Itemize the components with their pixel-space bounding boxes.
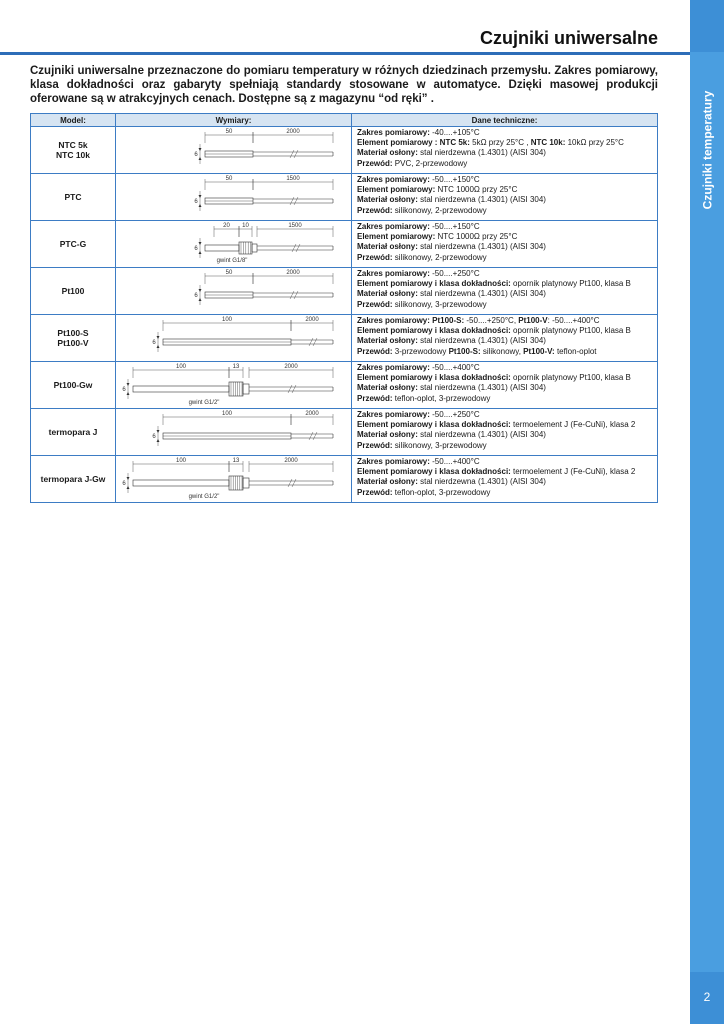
spec-value: -40....+105°C — [429, 128, 480, 137]
model-name: PTC — [64, 192, 82, 202]
model-name: PTC-G — [59, 239, 87, 249]
table-header-row — [31, 114, 658, 127]
break-mark — [292, 244, 296, 252]
spec-key: Zakres pomiarowy: — [357, 269, 430, 278]
spec-key: Przewód: — [357, 487, 393, 497]
probe-sheath — [133, 386, 229, 392]
model-name: Pt100-S — [57, 328, 89, 338]
spec-line — [357, 467, 652, 477]
diameter-label: 6 — [152, 434, 156, 440]
spec-key: Zakres pomiarowy: — [357, 175, 430, 184]
spec-value: silikonowy, 3-przewodowy — [392, 440, 487, 450]
diameter-arrow — [199, 298, 202, 301]
thread-length-dimension-label: 13 — [232, 458, 240, 464]
model-name: termopara J — [48, 427, 98, 437]
spec-line — [357, 279, 652, 289]
thread-length-dimension-label: 10 — [242, 223, 249, 229]
diameter-arrow — [157, 345, 160, 348]
spec-value: silikonowy, 2-przewodowy — [392, 205, 487, 215]
cable-length-dimension-label: 2000 — [305, 317, 319, 323]
diameter-arrow — [127, 383, 130, 386]
spec-key: Zakres pomiarowy: — [357, 410, 430, 419]
spec-line — [357, 394, 652, 404]
spec-value: -50....+400°C — [429, 457, 480, 466]
spec-value: -50....+400°C — [429, 363, 480, 372]
model-name: NTC 5k — [58, 140, 88, 150]
cable-length-dimension-label: 1500 — [286, 176, 300, 182]
technical-data-cell — [352, 268, 658, 315]
spec-value: NTC 1000Ω przy 25°C — [435, 232, 518, 242]
break-mark — [294, 150, 298, 158]
hex-nut — [243, 478, 249, 488]
probe-length-dimension-label: 50 — [225, 270, 233, 276]
break-mark — [309, 338, 313, 346]
break-mark — [288, 385, 292, 393]
spec-value: opornik platynowy Pt100, klasa B — [510, 373, 631, 383]
diameter-label: 6 — [194, 246, 198, 252]
spec-line — [357, 373, 652, 383]
sensor-dimension-drawing — [116, 456, 352, 502]
diameter-label: 6 — [122, 387, 126, 393]
spec-line — [357, 477, 652, 487]
spec-value: 5kΩ przy 25°C , — [469, 138, 531, 148]
spec-value: stal nierdzewna (1.4301) (AISI 304) — [417, 477, 546, 487]
diameter-arrow — [127, 477, 130, 480]
spec-value: teflon-oplot, 3-przewodowy — [392, 393, 491, 403]
spec-key: NTC 10k: — [530, 138, 566, 148]
spec-value: -50....+250°C, — [464, 316, 519, 325]
spec-value: termoelement J (Fe-CuNi), klasa 2 — [510, 420, 636, 430]
technical-data-cell — [352, 221, 658, 268]
probe-length-dimension-label: 100 — [221, 317, 233, 323]
break-mark — [296, 244, 300, 252]
column-header-dimensions: Wymiary: — [116, 114, 352, 127]
spec-key: Przewód: — [357, 252, 393, 262]
break-mark — [292, 479, 296, 487]
spec-line — [357, 148, 652, 158]
spec-key: Zakres pomiarowy: — [357, 128, 430, 137]
table-row — [31, 456, 658, 503]
table-row — [31, 409, 658, 456]
sidebar-band — [690, 0, 724, 1024]
hex-nut — [252, 244, 257, 252]
sensor-dimension-drawing — [116, 409, 352, 455]
model-name: Pt100 — [61, 286, 85, 296]
spec-value: stal nierdzewna (1.4301) (AISI 304) — [417, 383, 546, 393]
spec-line — [357, 441, 652, 451]
spec-value: stal nierdzewna (1.4301) (AISI 304) — [417, 289, 546, 299]
spec-line — [357, 316, 652, 326]
spec-line — [357, 410, 652, 420]
diameter-label: 6 — [152, 340, 156, 346]
thread-spec-label: gwint G1/2" — [188, 400, 220, 406]
sidebar-top-block — [690, 0, 724, 52]
spec-key: Pt100-S: — [448, 346, 481, 356]
table-row — [31, 315, 658, 362]
spec-key: Zakres pomiarowy: — [357, 222, 430, 231]
break-mark — [294, 197, 298, 205]
dimension-drawing-cell — [116, 127, 352, 174]
diameter-arrow — [199, 195, 202, 198]
spec-key: Przewód: — [357, 393, 393, 403]
spec-key: Przewód: — [357, 440, 393, 450]
model-name: termopara J-Gw — [40, 474, 106, 484]
spec-line — [357, 430, 652, 440]
spec-key: Element pomiarowy i klasa dokładności: — [357, 420, 511, 430]
dimension-drawing-cell — [116, 409, 352, 456]
sensor-dimension-drawing — [116, 315, 352, 361]
break-mark — [309, 432, 313, 440]
spec-line — [357, 289, 652, 299]
sensor-dimension-drawing — [116, 362, 352, 408]
diameter-label: 6 — [194, 199, 198, 205]
spec-line — [357, 159, 652, 169]
spec-line — [357, 232, 652, 242]
sensor-dimension-drawing — [116, 127, 352, 173]
technical-data-cell — [352, 315, 658, 362]
spec-key: Element pomiarowy : NTC 5k: — [357, 138, 470, 148]
hex-nut — [243, 384, 249, 394]
diameter-arrow — [199, 157, 202, 160]
spec-value: stal nierdzewna (1.4301) (AISI 304) — [417, 336, 546, 346]
table-row — [31, 221, 658, 268]
model-cell — [31, 315, 116, 362]
cable-length-dimension-label: 2000 — [284, 364, 298, 370]
diameter-arrow — [199, 204, 202, 207]
spec-key: Element pomiarowy: — [357, 185, 436, 195]
spec-key: Element pomiarowy i klasa dokładności: — [357, 373, 511, 383]
spec-key: Pt100-V — [518, 316, 548, 325]
dimension-drawing-cell — [116, 456, 352, 503]
page-number: 2 — [703, 990, 711, 1004]
column-header-model: Model: — [31, 114, 116, 127]
spec-line — [357, 138, 652, 148]
probe-sheath — [205, 245, 239, 251]
technical-data-cell — [352, 409, 658, 456]
break-mark — [290, 197, 294, 205]
spec-line — [357, 336, 652, 346]
intro-paragraph: Czujniki uniwersalne przeznaczone do pomiaru temperatury w różnych dziedzinach przemysłu. Zakres pomiarowy, klasa dokładności oraz gabaryty spełniają standardy stosowane w automatyce. Dzięki masowej produkcji oferowane są w atrakcyjnych cenach. Dostępne są z magazynu “od ręki” . — [30, 65, 658, 105]
model-cell — [31, 409, 116, 456]
spec-key: Element pomiarowy i klasa dokładności: — [357, 467, 511, 477]
sensor-dimension-drawing — [116, 174, 352, 220]
title-divider — [0, 52, 690, 55]
sensor-dimension-drawing — [116, 221, 352, 267]
spec-line — [357, 206, 652, 216]
break-mark — [292, 385, 296, 393]
spec-key: Przewód: — [357, 205, 393, 215]
spec-key: Zakres pomiarowy: Pt100-S: — [357, 316, 465, 325]
spec-key: Materiał osłony: — [357, 383, 418, 393]
spec-value: silikonowy, 2-przewodowy — [392, 252, 487, 262]
break-mark — [290, 291, 294, 299]
spec-line — [357, 300, 652, 310]
cable-length-dimension-label: 2000 — [305, 411, 319, 417]
spec-value: opornik platynowy Pt100, klasa B — [510, 326, 631, 336]
technical-data-cell — [352, 456, 658, 503]
page-title: Czujniki uniwersalne — [479, 28, 658, 48]
spec-line — [357, 420, 652, 430]
dimension-drawing-cell — [116, 174, 352, 221]
spec-key: Materiał osłony: — [357, 336, 418, 346]
diameter-arrow — [199, 251, 202, 254]
spec-line — [357, 457, 652, 467]
diameter-arrow — [157, 336, 160, 339]
thread-spec-label: gwint G1/2" — [188, 494, 220, 500]
spec-value: PVC, 2-przewodowy — [392, 158, 468, 168]
spec-key: Przewód: — [357, 158, 393, 168]
spec-key: Element pomiarowy i klasa dokładności: — [357, 279, 511, 289]
diameter-arrow — [199, 148, 202, 151]
spec-line — [357, 383, 652, 393]
spec-value: teflon-oplot, 3-przewodowy — [392, 487, 491, 497]
probe-length-dimension-label: 20 — [223, 223, 230, 229]
dimension-drawing-cell — [116, 221, 352, 268]
model-cell — [31, 268, 116, 315]
spec-line — [357, 253, 652, 263]
spec-key: Zakres pomiarowy: — [357, 457, 430, 466]
technical-data-cell — [352, 362, 658, 409]
spec-key: Element pomiarowy i klasa dokładności: — [357, 326, 511, 336]
spec-key: Przewód: — [357, 346, 393, 356]
table-row — [31, 362, 658, 409]
dimension-drawing-cell — [116, 268, 352, 315]
diameter-label: 6 — [122, 481, 126, 487]
spec-value: stal nierdzewna (1.4301) (AISI 304) — [417, 195, 546, 205]
diameter-label: 6 — [194, 152, 198, 158]
model-cell — [31, 127, 116, 174]
technical-data-cell — [352, 127, 658, 174]
spec-line — [357, 175, 652, 185]
spec-line — [357, 269, 652, 279]
spec-key: Materiał osłony: — [357, 430, 418, 440]
technical-data-cell — [352, 174, 658, 221]
probe-length-dimension-label: 100 — [175, 364, 187, 370]
spec-line — [357, 128, 652, 138]
cable-length-dimension-label: 2000 — [284, 458, 298, 464]
dimension-drawing-cell — [116, 315, 352, 362]
spec-key: Zakres pomiarowy: — [357, 363, 430, 372]
cable-length-dimension-label: 2000 — [286, 129, 300, 135]
column-header-technical-data: Dane techniczne: — [352, 114, 658, 127]
spec-key: Element pomiarowy: — [357, 232, 436, 242]
spec-value: -50....+150°C — [429, 222, 480, 231]
spec-key: Materiał osłony: — [357, 477, 418, 487]
table-body — [31, 127, 658, 503]
model-cell — [31, 174, 116, 221]
cable-length-dimension-label: 1500 — [288, 223, 302, 229]
table-row — [31, 127, 658, 174]
thread-length-dimension-label: 13 — [232, 364, 240, 370]
sensor-spec-table — [30, 113, 658, 503]
model-name: Pt100-Gw — [53, 380, 93, 390]
diameter-arrow — [199, 242, 202, 245]
break-mark — [313, 338, 317, 346]
probe-length-dimension-label: 100 — [175, 458, 187, 464]
spec-line — [357, 185, 652, 195]
spec-value: silikonowy, 3-przewodowy — [392, 299, 487, 309]
spec-value: stal nierdzewna (1.4301) (AISI 304) — [417, 242, 546, 252]
spec-value: silikonowy, — [480, 346, 524, 356]
spec-line — [357, 347, 652, 357]
spec-key: Materiał osłony: — [357, 242, 418, 252]
spec-key: Materiał osłony: — [357, 148, 418, 158]
break-mark — [294, 291, 298, 299]
break-mark — [288, 479, 292, 487]
spec-line — [357, 488, 652, 498]
spec-line — [357, 195, 652, 205]
spec-value: : -50....+400°C — [547, 316, 600, 325]
diameter-arrow — [127, 486, 130, 489]
spec-value: 10kΩ przy 25°C — [565, 138, 624, 148]
spec-value: termoelement J (Fe-CuNi), klasa 2 — [510, 467, 636, 477]
spec-line — [357, 363, 652, 373]
spec-value: -50....+250°C — [429, 269, 480, 278]
spec-value: teflon-oplot — [554, 346, 597, 356]
sensor-dimension-drawing — [116, 268, 352, 314]
spec-key: Pt100-V: — [523, 346, 555, 356]
thread-spec-label: gwint G1/8" — [216, 258, 248, 264]
diameter-arrow — [127, 392, 130, 395]
spec-line — [357, 222, 652, 232]
spec-value: -50....+150°C — [429, 175, 480, 184]
spec-value: NTC 1000Ω przy 25°C — [435, 185, 518, 195]
spec-value: opornik platynowy Pt100, klasa B — [510, 279, 631, 289]
cable-length-dimension-label: 2000 — [286, 270, 300, 276]
break-mark — [290, 150, 294, 158]
spec-key: Materiał osłony: — [357, 195, 418, 205]
probe-sheath — [133, 480, 229, 486]
diameter-arrow — [199, 289, 202, 292]
table-row — [31, 174, 658, 221]
diameter-label: 6 — [194, 293, 198, 299]
table-row — [31, 268, 658, 315]
spec-key: Materiał osłony: — [357, 289, 418, 299]
model-cell — [31, 221, 116, 268]
diameter-arrow — [157, 439, 160, 442]
probe-length-dimension-label: 50 — [225, 129, 233, 135]
spec-value: -50....+250°C — [429, 410, 480, 419]
model-cell — [31, 362, 116, 409]
model-name: NTC 10k — [55, 150, 90, 160]
spec-line — [357, 242, 652, 252]
probe-length-dimension-label: 100 — [221, 411, 233, 417]
model-cell — [31, 456, 116, 503]
dimension-drawing-cell — [116, 362, 352, 409]
model-name: Pt100-V — [57, 338, 89, 348]
spec-value: 3-przewodowy — [392, 346, 449, 356]
break-mark — [313, 432, 317, 440]
probe-length-dimension-label: 50 — [225, 176, 233, 182]
sidebar-category-label: Czujniki temperatury — [700, 90, 715, 210]
diameter-arrow — [157, 430, 160, 433]
spec-value: stal nierdzewna (1.4301) (AISI 304) — [417, 148, 546, 158]
spec-key: Przewód: — [357, 299, 393, 309]
spec-value: stal nierdzewna (1.4301) (AISI 304) — [417, 430, 546, 440]
spec-line — [357, 326, 652, 336]
